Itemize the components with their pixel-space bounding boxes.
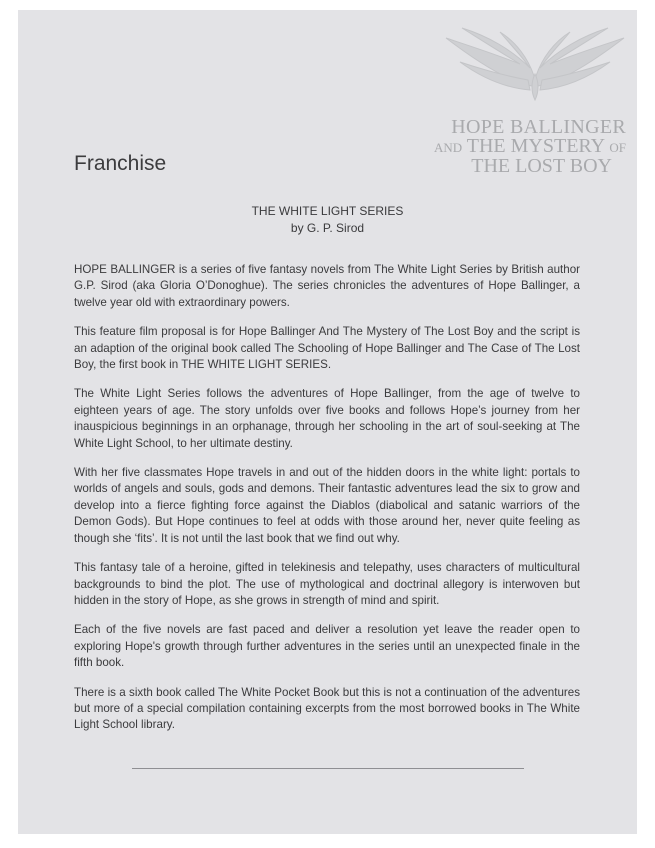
divider-line — [132, 768, 524, 769]
paragraph: This fantasy tale of a heroine, gifted in telekinesis and telepathy, uses characters of multicultural backgrounds to bind the plot. The use of mythological and doctrinal allegory is interwoven but hidden in the story of Hope, as she grows in strength of mind and spirit. — [74, 561, 580, 607]
paragraph: There is a sixth book called The White Pocket Book but this is not a continuation of the adventures but more of a special compilation containing excerpts from the most borrowed books in The White Light School library. — [74, 685, 580, 732]
paragraph: The White Light Series follows the adventures of Hope Ballinger, from the age of twelve to eighteen years of age. The story unfolds over five books and follows Hope’s journey from her inauspicious beginnings in an orphanage, through her schooling in the art of soul-seeking at The White Light School, to her ultimate destiny. — [74, 387, 580, 450]
paragraph: Each of the five novels are fast paced and deliver a resolution yet leave the reader open to exploring Hope's growth through further adventures in the series until an unexpected finale in the fifth book. — [74, 623, 580, 670]
logo-line-2 — [420, 137, 626, 157]
logo-title — [420, 118, 626, 176]
logo-line-2-suffix: OF — [609, 140, 626, 155]
logo-line-2-prefix: AND — [433, 140, 463, 155]
paragraph: This feature film proposal is for Hope Ballinger And The Mystery of The Lost Boy and the script is an adaption of the original book called The Schooling of Hope Ballinger and The Case of The Lost Boy, the first book in THE WHITE LIGHT SERIES. — [74, 325, 580, 372]
paragraph: HOPE BALLINGER is a series of five fantasy novels from The White Light Series by British author G.P. Sirod (aka Gloria O’Donoghue). The series chronicles the adventures of Hope Ballinger, a twelve year old with extraordinary powers. — [74, 263, 580, 309]
angel-wings-icon — [440, 24, 630, 104]
document-page — [18, 10, 637, 834]
book-logo — [420, 24, 628, 176]
page-heading: Franchise — [74, 152, 167, 175]
body-text — [74, 262, 580, 747]
series-title-block — [18, 203, 637, 237]
series-byline: by G. P. Sirod — [290, 221, 365, 235]
logo-line-1: HOPE BALLINGER — [451, 116, 626, 138]
series-title: THE WHITE LIGHT SERIES — [251, 204, 404, 218]
paragraph: With her five classmates Hope travels in and out of the hidden doors in the white light: portals to worlds of angels and souls, gods and demons. Their fantastic adventures lead the six to grow and develop into a fierce fighting force against the Diablos (diabolical and satanic warriors of the Demon Gods). But Hope continues to feel at odds with those around her, never quite feeling as though she ‘fits’. It is not until the last book that we find out why. — [74, 466, 580, 545]
logo-line-2-main: THE MYSTERY — [466, 135, 605, 157]
logo-line-3: THE LOST BOY — [471, 155, 612, 177]
